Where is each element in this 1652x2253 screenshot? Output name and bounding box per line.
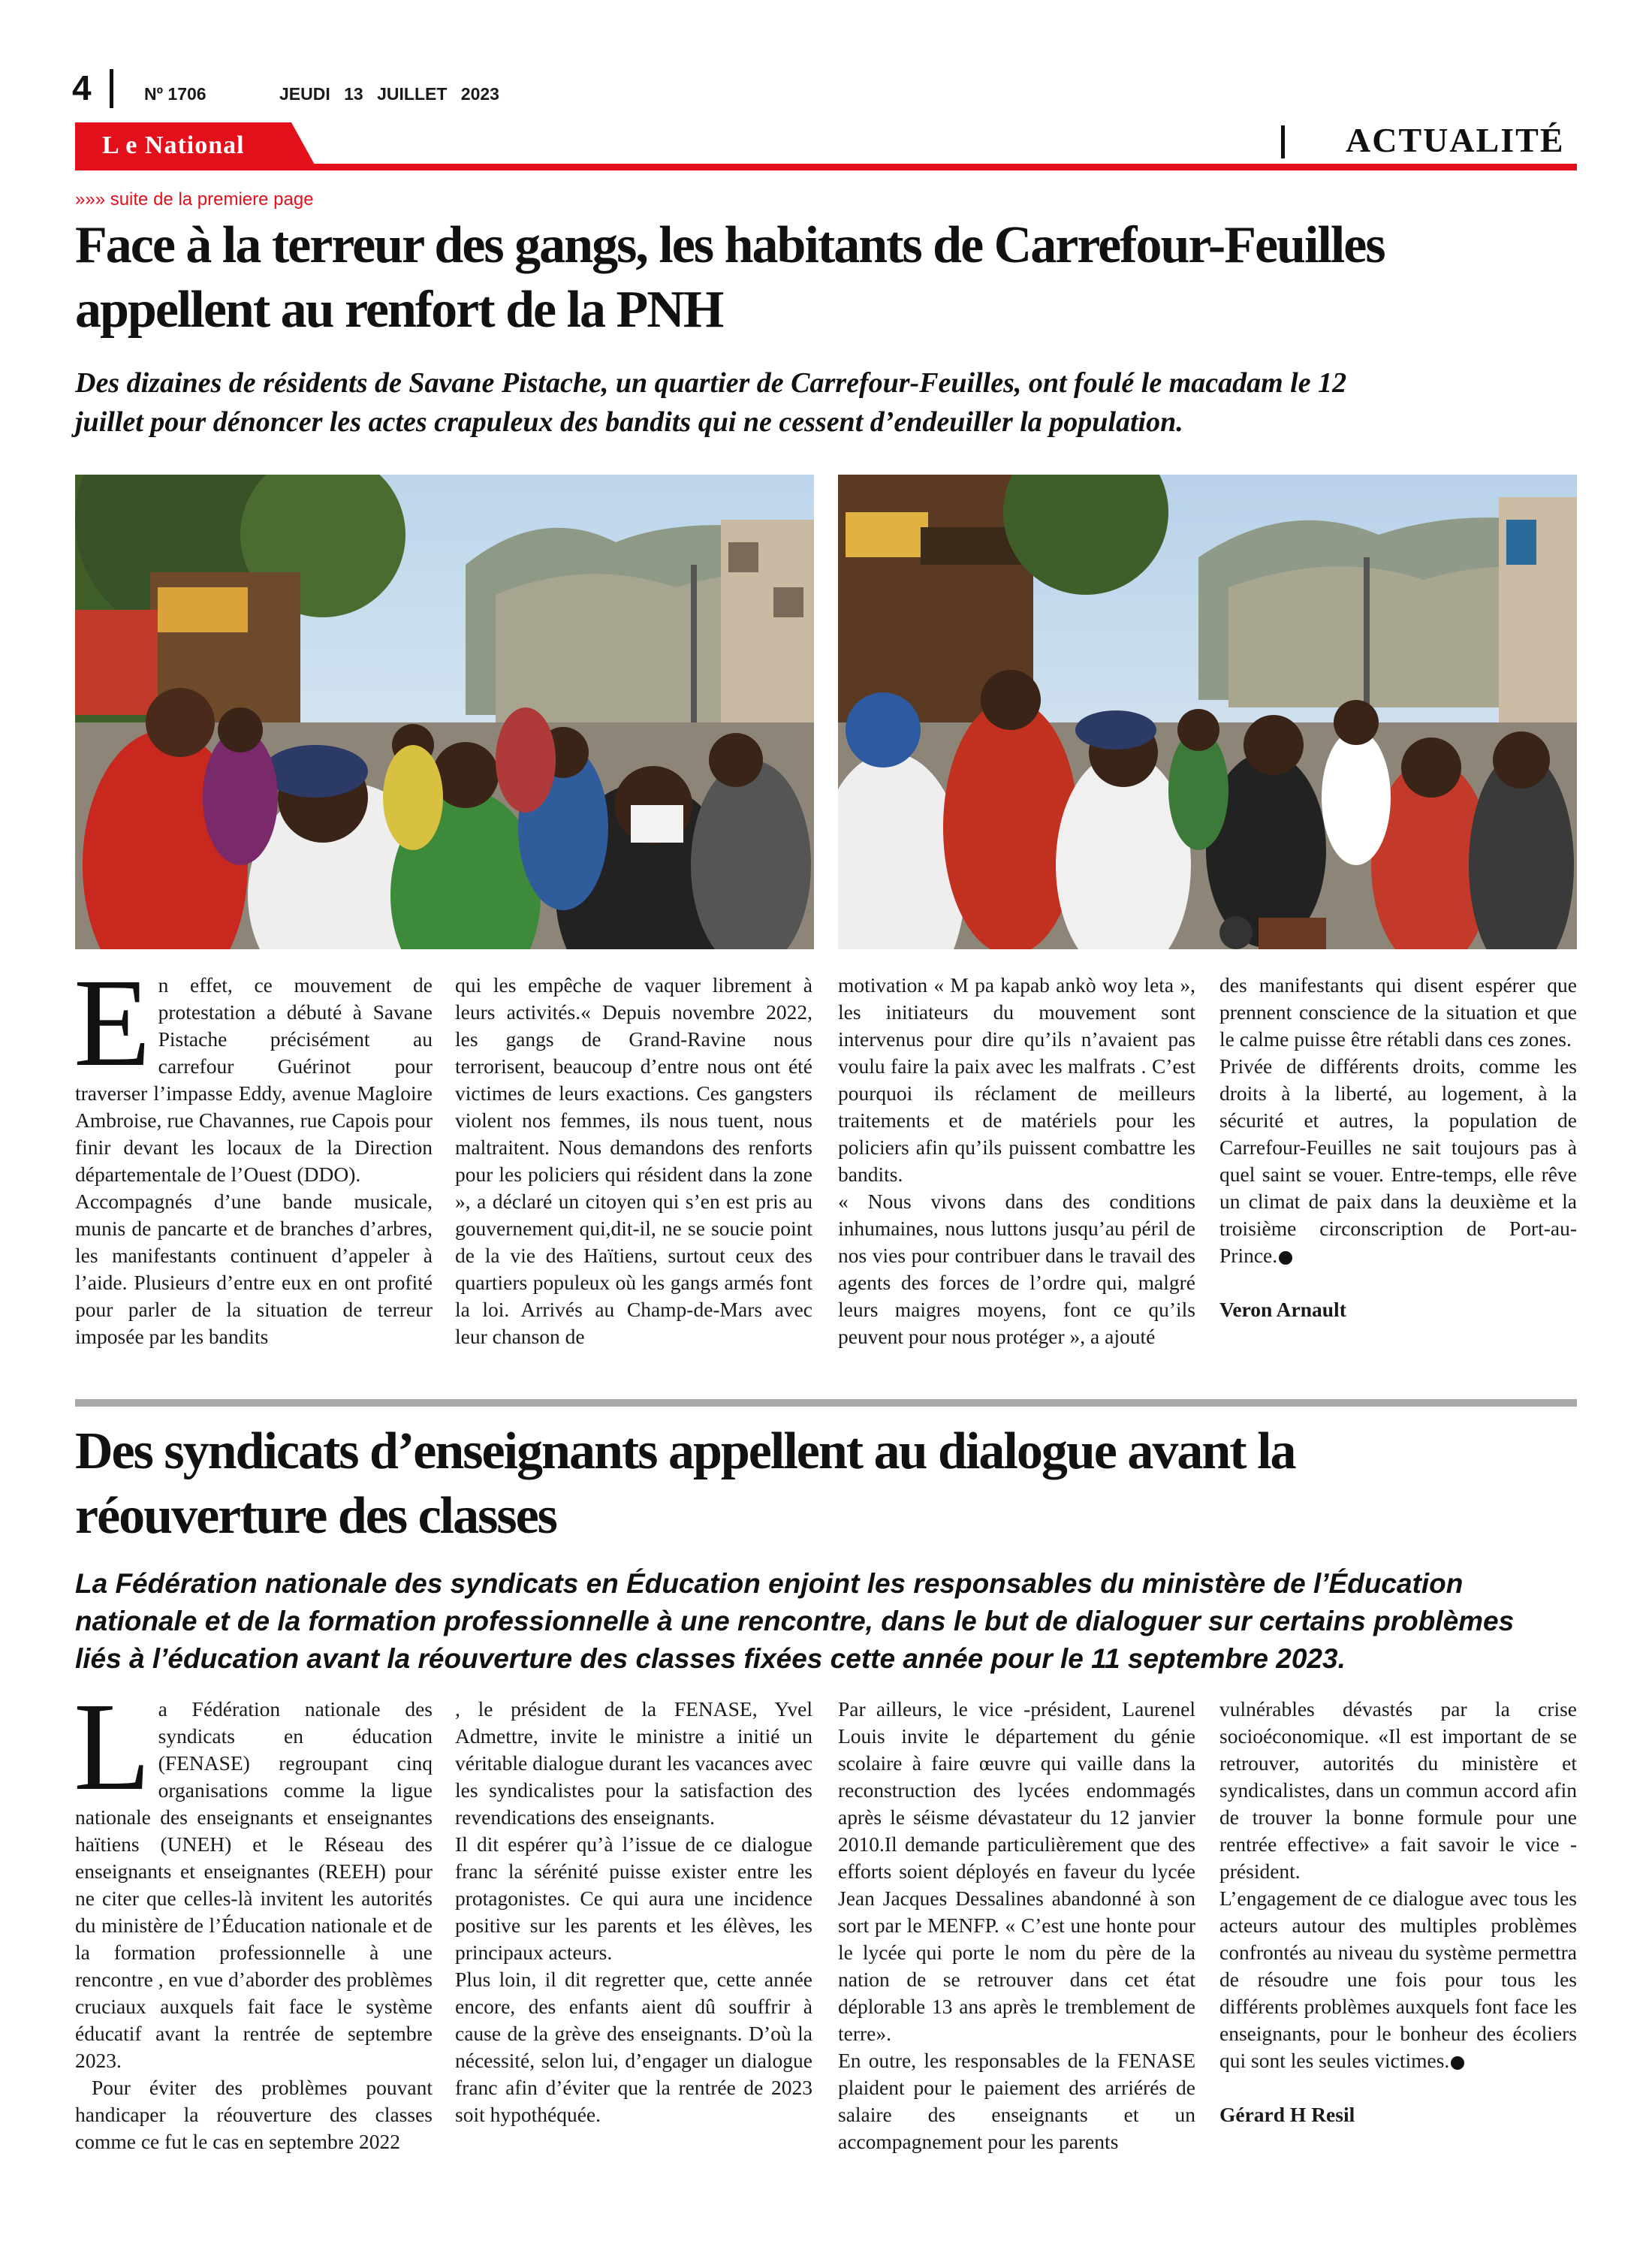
continuation-kicker: »»» suite de la premiere page [75, 189, 314, 210]
standfirst-line: nationale et de la formation professionnelle à une rencontre, dans le but de dialoguer sur certains problèmes [75, 1606, 1515, 1636]
article2-column-2 [455, 1696, 812, 2128]
paragraph: En outre, les responsables de la FENASE plaident pour le paiement des arriérés de salaire des enseignants et un accompagnement pour les parents [838, 2049, 1195, 2153]
protest-photo-right [838, 475, 1577, 949]
paragraph: « Nous vivons dans des conditions inhumaines, nous luttons jusqu’au péril de nos vies pour contribuer dans le travail des agents des forces de l’ordre qui, malgré leurs maigres moyens, font ce qu’ils peuvent pour nous protéger », a ajouté [838, 1190, 1195, 1348]
end-of-article-icon [1451, 2056, 1464, 2070]
drop-cap: E [74, 953, 151, 1093]
headline-line: appellent au renfort de la PNH [75, 281, 723, 339]
paragraph: Par ailleurs, le vice -président, Laurenel Louis invite le département du génie scolaire à faire œuvre qui vaille dans la reconstruction des lycées endommagés après le séisme dévastateur du 12 janvier 2010.Il demande particulièrement que des efforts soient déployés en faveur du lycée Jean Jacques Dessalines abandonné à son sort par le MENFP. « C’est une honte pour le lycée qui porte le nom du père de la nation de se retrouver dans cet état déplorable 13 ans après le tremblement de terre». [838, 1697, 1195, 2045]
section-name: ACTUALITÉ [1346, 121, 1565, 159]
standfirst-line: La Fédération nationale des syndicats en Éducation enjoint les responsables du ministère de l’Éducation [75, 1568, 1464, 1599]
headline-line: Face à la terreur des gangs, les habitants de Carrefour-Feuilles [75, 216, 1385, 274]
protest-photo-icon [838, 475, 1577, 949]
paragraph: Il dit espérer qu’à l’issue de ce dialogue franc la sérénité puisse exister entre les protagonistes. Ce qui aura une incidence positive sur les parents et les élèves, les principaux acteurs. [455, 1832, 812, 1964]
headline-line: réouverture des classes [75, 1487, 556, 1545]
paragraph: L’engagement de ce dialogue avec tous les acteurs autour des multiples problèmes confrontés au niveau du système permettra de résoudre une fois pour tous les différents problèmes auxquels font face les enseignants, pour le bonheur des écoliers qui sont les seules victimes. [1219, 1887, 1577, 2072]
protest-photo-icon [75, 475, 814, 949]
paragraph: , le président de la FENASE, Yvel Admettre, invite le ministre a initié un véritable dialogue durant les vacances avec les syndicalistes pour la satisfaction des revendications des enseignants. [455, 1697, 812, 1829]
headline-line: Des syndicats d’enseignants appellent au dialogue avant la [75, 1422, 1295, 1480]
paragraph: vulnérables dévastés par la crise socioéconomique. «Il est important de se retrouver, autorités du ministère et syndicalistes, dans un commun accord afin de trouver la bonne formule pour une rentrée effective» a fait savoir le vice -président. [1219, 1697, 1577, 1883]
article1-standfirst [75, 363, 1346, 442]
header-red-rule [75, 164, 1577, 170]
paragraph: Accompagnés d’une bande musicale, munis de pancarte et de branches d’arbres, les manifestants continuent d’appeler à l’aide. Plusieurs d’entre eux en ont profité pour parler de la situation de terreur imposée par les bandits [75, 1190, 433, 1348]
article2-column-3 [838, 1696, 1195, 2155]
byline: Gérard H Resil [1219, 2103, 1355, 2126]
article1-column-4 [1219, 972, 1577, 1323]
article2-standfirst [75, 1565, 1514, 1678]
paragraph: a Fédération nationale des syndicats en éducation (FENASE) regroupant cinq organisations comme la ligue nationale des enseignants et enseignantes haïtiens (UNEH) et le Réseau des enseignants et enseignantes (REEH) pour ne citer que celles-là invitent les autorités du ministère de l’Éducation nationale et de la formation professionnelle à une rencontre , en vue d’aborder des problèmes cruciaux auxquels fait face le système éducatif avant la rentrée de septembre 2023. [75, 1697, 433, 2072]
article1-column-2 [455, 972, 812, 1350]
standfirst-line: juillet pour dénoncer les actes crapuleux des bandits qui ne cessent d’endeuiller la population. [75, 406, 1183, 438]
page-number: 4 [72, 68, 92, 107]
article2-column-4 [1219, 1696, 1577, 2128]
standfirst-line: Des dizaines de résidents de Savane Pistache, un quartier de Carrefour-Feuilles, ont foulé le macadam le 12 [75, 367, 1347, 399]
article1-column-1 [74, 953, 433, 1350]
paragraph: motivation « M pa kapab ankò woy leta », les initiateurs du mouvement sont intervenus pour dire qu’ils n’avaient pas voulu faire la paix avec les malfrats . C’est pourquoi ils réclament de meilleurs traitements et de matériels pour les policiers afin qu’ils puissent combattre les bandits. [838, 973, 1195, 1186]
paragraph: Pour éviter des problèmes pouvant handicaper la réouverture des classes comme ce fut le cas en septembre 2022 [75, 2076, 433, 2153]
section-divider [1281, 125, 1285, 158]
standfirst-line: liés à l’éducation avant la réouverture des classes fixées cette année pour le 11 septembre 2023. [75, 1643, 1346, 1674]
article2-column-1 [74, 1677, 433, 2155]
issue-date: JEUDI 13 JUILLET 2023 [279, 84, 499, 104]
protest-photo-left [75, 475, 814, 949]
paragraph: Plus loin, il dit regretter que, cette année encore, des enfants aient dû souffrir à cause de la grève des enseignants. D’où la nécessité, selon lui, d’engager un dialogue franc afin d’éviter que la rentrée de 2023 soit hypothéquée. [455, 1968, 812, 2126]
byline: Veron Arnault [1219, 1298, 1346, 1321]
newspaper-name: L e National [102, 131, 245, 159]
end-of-article-icon [1279, 1251, 1292, 1265]
page-number-divider [110, 69, 113, 108]
newspaper-brand-tab [75, 122, 315, 166]
article-separator-rule [75, 1399, 1577, 1407]
issue-number: Nº 1706 [144, 84, 206, 104]
article1-column-3 [838, 972, 1195, 1350]
article2-headline [75, 1419, 1295, 1549]
paragraph: Privée de différents droits, comme les droits à la liberté, au logement, à la sécurité et autres, la population de Carrefour-Feuilles ne sait toujours pas à quel saint se vouer. Entre-temps, elle rêve un climat de paix dans la deuxième et la troisième circonscription de Port-au-Prince. [1219, 1054, 1577, 1267]
paragraph: des manifestants qui disent espérer que prennent conscience de la situation et que le calme puisse être rétabli dans ces zones. [1219, 973, 1577, 1051]
paragraph: n effet, ce mouvement de protestation a débuté à Savane Pistache précisément au carrefour Guérinot pour traverser l’impasse Eddy, avenue Magloire Ambroise, rue Chavannes, rue Capois pour finir devant les locaux de la Direction départementale de l’Ouest (DDO). [75, 973, 433, 1186]
paragraph: qui les empêche de vaquer librement à leurs activités.« Depuis novembre 2022, les gangs de Grand-Ravine nous terrorisent, beaucoup d’entre nous ont été victimes de leurs exactions. Ces gangsters violent nos femmes, ils nous tuent, nous maltraitent. Nous demandons des renforts pour les policiers qui résident dans la zone », a déclaré un citoyen qui s’en est pris au gouvernement qui,dit-il, ne se soucie point de la vie des Haïtiens, surtout ceux des quartiers populeux où les gangs armés font la loi. Arrivés au Champ-de-Mars avec leur chanson de [455, 973, 812, 1348]
drop-cap: L [74, 1677, 151, 1817]
article1-headline [75, 213, 1385, 342]
